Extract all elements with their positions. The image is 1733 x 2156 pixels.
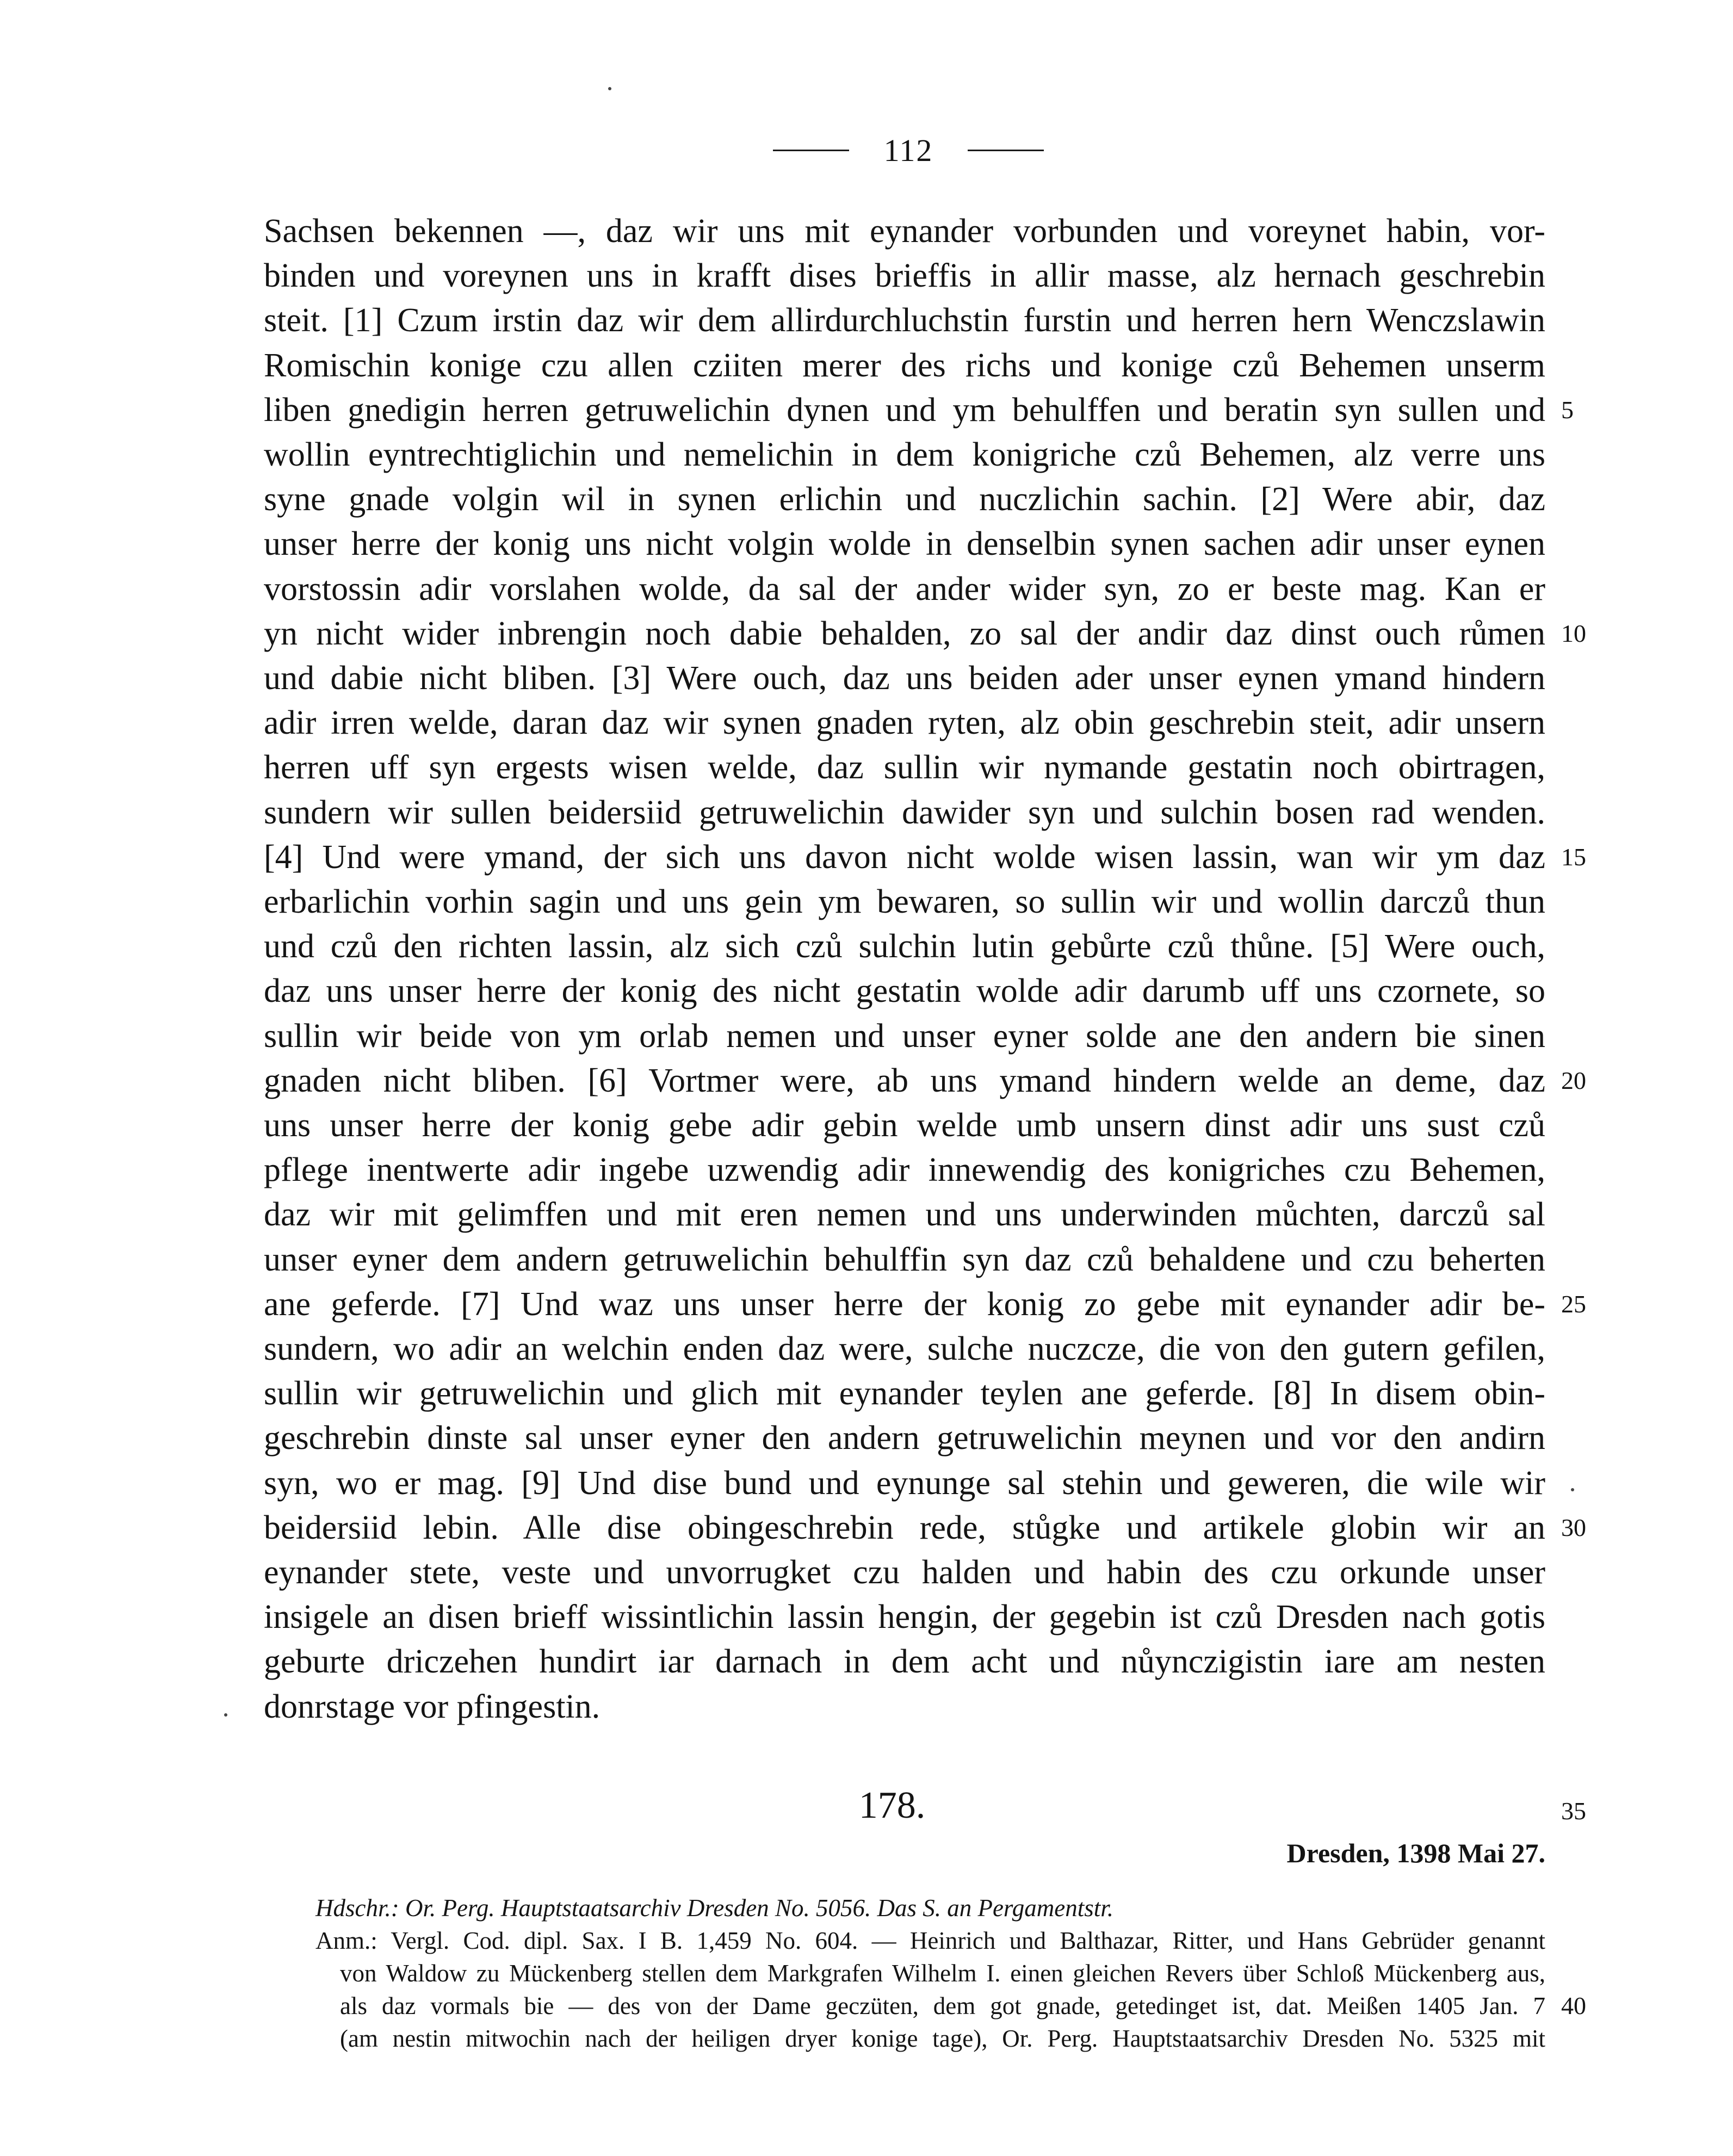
text-line: syne gnade volgin wil in synen erlichin und nuczlichin sachin. [2] Were abir, daz <box>264 481 1545 518</box>
line-number: 35 <box>1561 1797 1586 1825</box>
running-header <box>762 128 1055 172</box>
text-line: uns unser herre der konig gebe adir gebin welde umb unsern dinst adir uns sust czů <box>264 1107 1545 1144</box>
text-line: geschrebin dinste sal unser eyner den andern getruwelichin meynen und vor den andirn <box>264 1420 1545 1457</box>
print-speck <box>608 87 611 90</box>
text-line: geburte driczehen hundirt iar darnach in dem acht und nůynczigistin iare am nesten <box>264 1643 1545 1680</box>
text-line: liben gnedigin herren getruwelichin dynen und ym behulffen und beratin syn sullen und <box>264 392 1545 429</box>
text-line: vorstossin adir vorslahen wolde, da sal der ander wider syn, zo er beste mag. Kan er <box>264 571 1545 608</box>
line-number: 25 <box>1561 1290 1586 1318</box>
text-line: ane geferde. [7] Und waz uns unser herre der konig zo gebe mit eynander adir be- <box>264 1286 1545 1323</box>
print-speck <box>1571 1488 1574 1491</box>
text-line: adir irren welde, daran daz wir synen gnaden ryten, alz obin geschrebin steit, adir unsern <box>264 704 1545 741</box>
note-line: Anm.: Vergl. Cod. dipl. Sax. I B. 1,459 No. 604. — Heinrich und Balthazar, Ritter, und Hans Gebrüder genannt <box>315 1927 1545 1954</box>
note-line: von Waldow zu Mückenberg stellen dem Markgrafen Wilhelm I. einen gleichen Revers über Schloß Mückenberg aus, <box>340 1960 1545 1987</box>
note-line: (am nestin mitwochin nach der heiligen dryer konige tage), Or. Perg. Hauptstaatsarchiv Dresden No. 5325 mit <box>340 2025 1545 2052</box>
text-line: pflege inentwerte adir ingebe uzwendig adir innewendig des konigriches czu Behemen, <box>264 1151 1545 1188</box>
text-line: sullin wir beide von ym orlab nemen und unser eyner solde ane den andern bie sinen <box>264 1018 1545 1055</box>
document-number: 178. <box>858 1785 926 1826</box>
text-line: binden und voreynen uns in krafft dises brieffis in allir masse, alz hernach geschrebin <box>264 257 1545 294</box>
text-line: sundern wir sullen beidersiid getruwelichin dawider syn und sulchin bosen rad wenden. <box>264 794 1545 831</box>
text-line: daz uns unser herre der konig des nicht gestatin wolde adir darumb uff uns czornete, so <box>264 972 1545 1009</box>
header-rule-left <box>773 150 849 151</box>
text-line: Romischin konige czu allen cziiten merer des richs und konige czů Behemen unserm <box>264 347 1545 384</box>
text-line: wollin eyntrechtiglichin und nemelichin in dem konigriche czů Behemen, alz verre uns <box>264 436 1545 473</box>
line-number: 30 <box>1561 1514 1586 1541</box>
text-line: [4] Und were ymand, der sich uns davon nicht wolde wisen lassin, wan wir ym daz <box>264 839 1545 876</box>
line-number: 5 <box>1561 396 1574 424</box>
note-line: Hdschr.: Or. Perg. Hauptstaatsarchiv Dresden No. 5056. Das S. an Pergamentstr. <box>315 1894 1114 1922</box>
text-line: Sachsen bekennen —, daz wir uns mit eynander vorbunden und voreynet habin, vor- <box>264 213 1545 250</box>
text-line: donrstage vor pfingestin. <box>264 1688 601 1725</box>
text-line: sullin wir getruwelichin und glich mit eynander teylen ane geferde. [8] In disem obin- <box>264 1375 1545 1412</box>
text-line: herren uff syn ergests wisen welde, daz sullin wir nymande gestatin noch obirtragen, <box>264 749 1545 786</box>
page-number: 112 <box>883 132 933 168</box>
line-number: 15 <box>1561 843 1586 871</box>
text-line: daz wir mit gelimffen und mit eren nemen und uns underwinden můchten, darczů sal <box>264 1196 1545 1233</box>
text-line: unser eyner dem andern getruwelichin behulffin syn daz czů behaldene und czu beherten <box>264 1241 1545 1278</box>
text-line: eynander stete, veste und unvorrugket czu halden und habin des czu orkunde unser <box>264 1554 1545 1591</box>
text-line: sundern, wo adir an welchin enden daz were, sulche nuczcze, die von den gutern gefilen, <box>264 1330 1545 1367</box>
text-line: unser herre der konig uns nicht volgin wolde in denselbin synen sachen adir unser eynen <box>264 525 1545 562</box>
note-line: als daz vormals bie — des von der Dame geczüten, dem got gnade, getedinget ist, dat. Meißen 1405 Jan. 7 <box>340 1992 1545 2019</box>
line-number: 20 <box>1561 1067 1586 1094</box>
text-line: und czů den richten lassin, alz sich czů sulchin lutin gebůrte czů thůne. [5] Were ouch, <box>264 928 1545 965</box>
document-dateline: Dresden, 1398 Mai 27. <box>1286 1838 1545 1868</box>
line-number: 10 <box>1561 619 1586 647</box>
text-line: steit. [1] Czum irstin daz wir dem allirdurchluchstin furstin und herren hern Wenczslawin <box>264 302 1545 339</box>
text-line: insigele an disen brieff wissintlichin lassin hengin, der gegebin ist czů Dresden nach gotis <box>264 1599 1545 1635</box>
header-rule-right <box>968 150 1044 151</box>
text-line: beidersiid lebin. Alle dise obingeschrebin rede, stůgke und artikele globin wir an <box>264 1509 1545 1546</box>
text-line: syn, wo er mag. [9] Und dise bund und eynunge sal stehin und geweren, die wile wir <box>264 1465 1545 1502</box>
print-speck <box>224 1713 227 1717</box>
text-line: gnaden nicht bliben. [6] Vortmer were, ab uns ymand hindern welde an deme, daz <box>264 1062 1545 1099</box>
text-line: erbarlichin vorhin sagin und uns gein ym bewaren, so sullin wir und wollin darczů thun <box>264 883 1545 920</box>
text-line: und dabie nicht bliben. [3] Were ouch, daz uns beiden ader unser eynen ymand hindern <box>264 660 1545 697</box>
text-line: yn nicht wider inbrengin noch dabie behalden, zo sal der andir daz dinst ouch růmen <box>264 615 1545 652</box>
line-number: 40 <box>1561 1992 1586 2019</box>
